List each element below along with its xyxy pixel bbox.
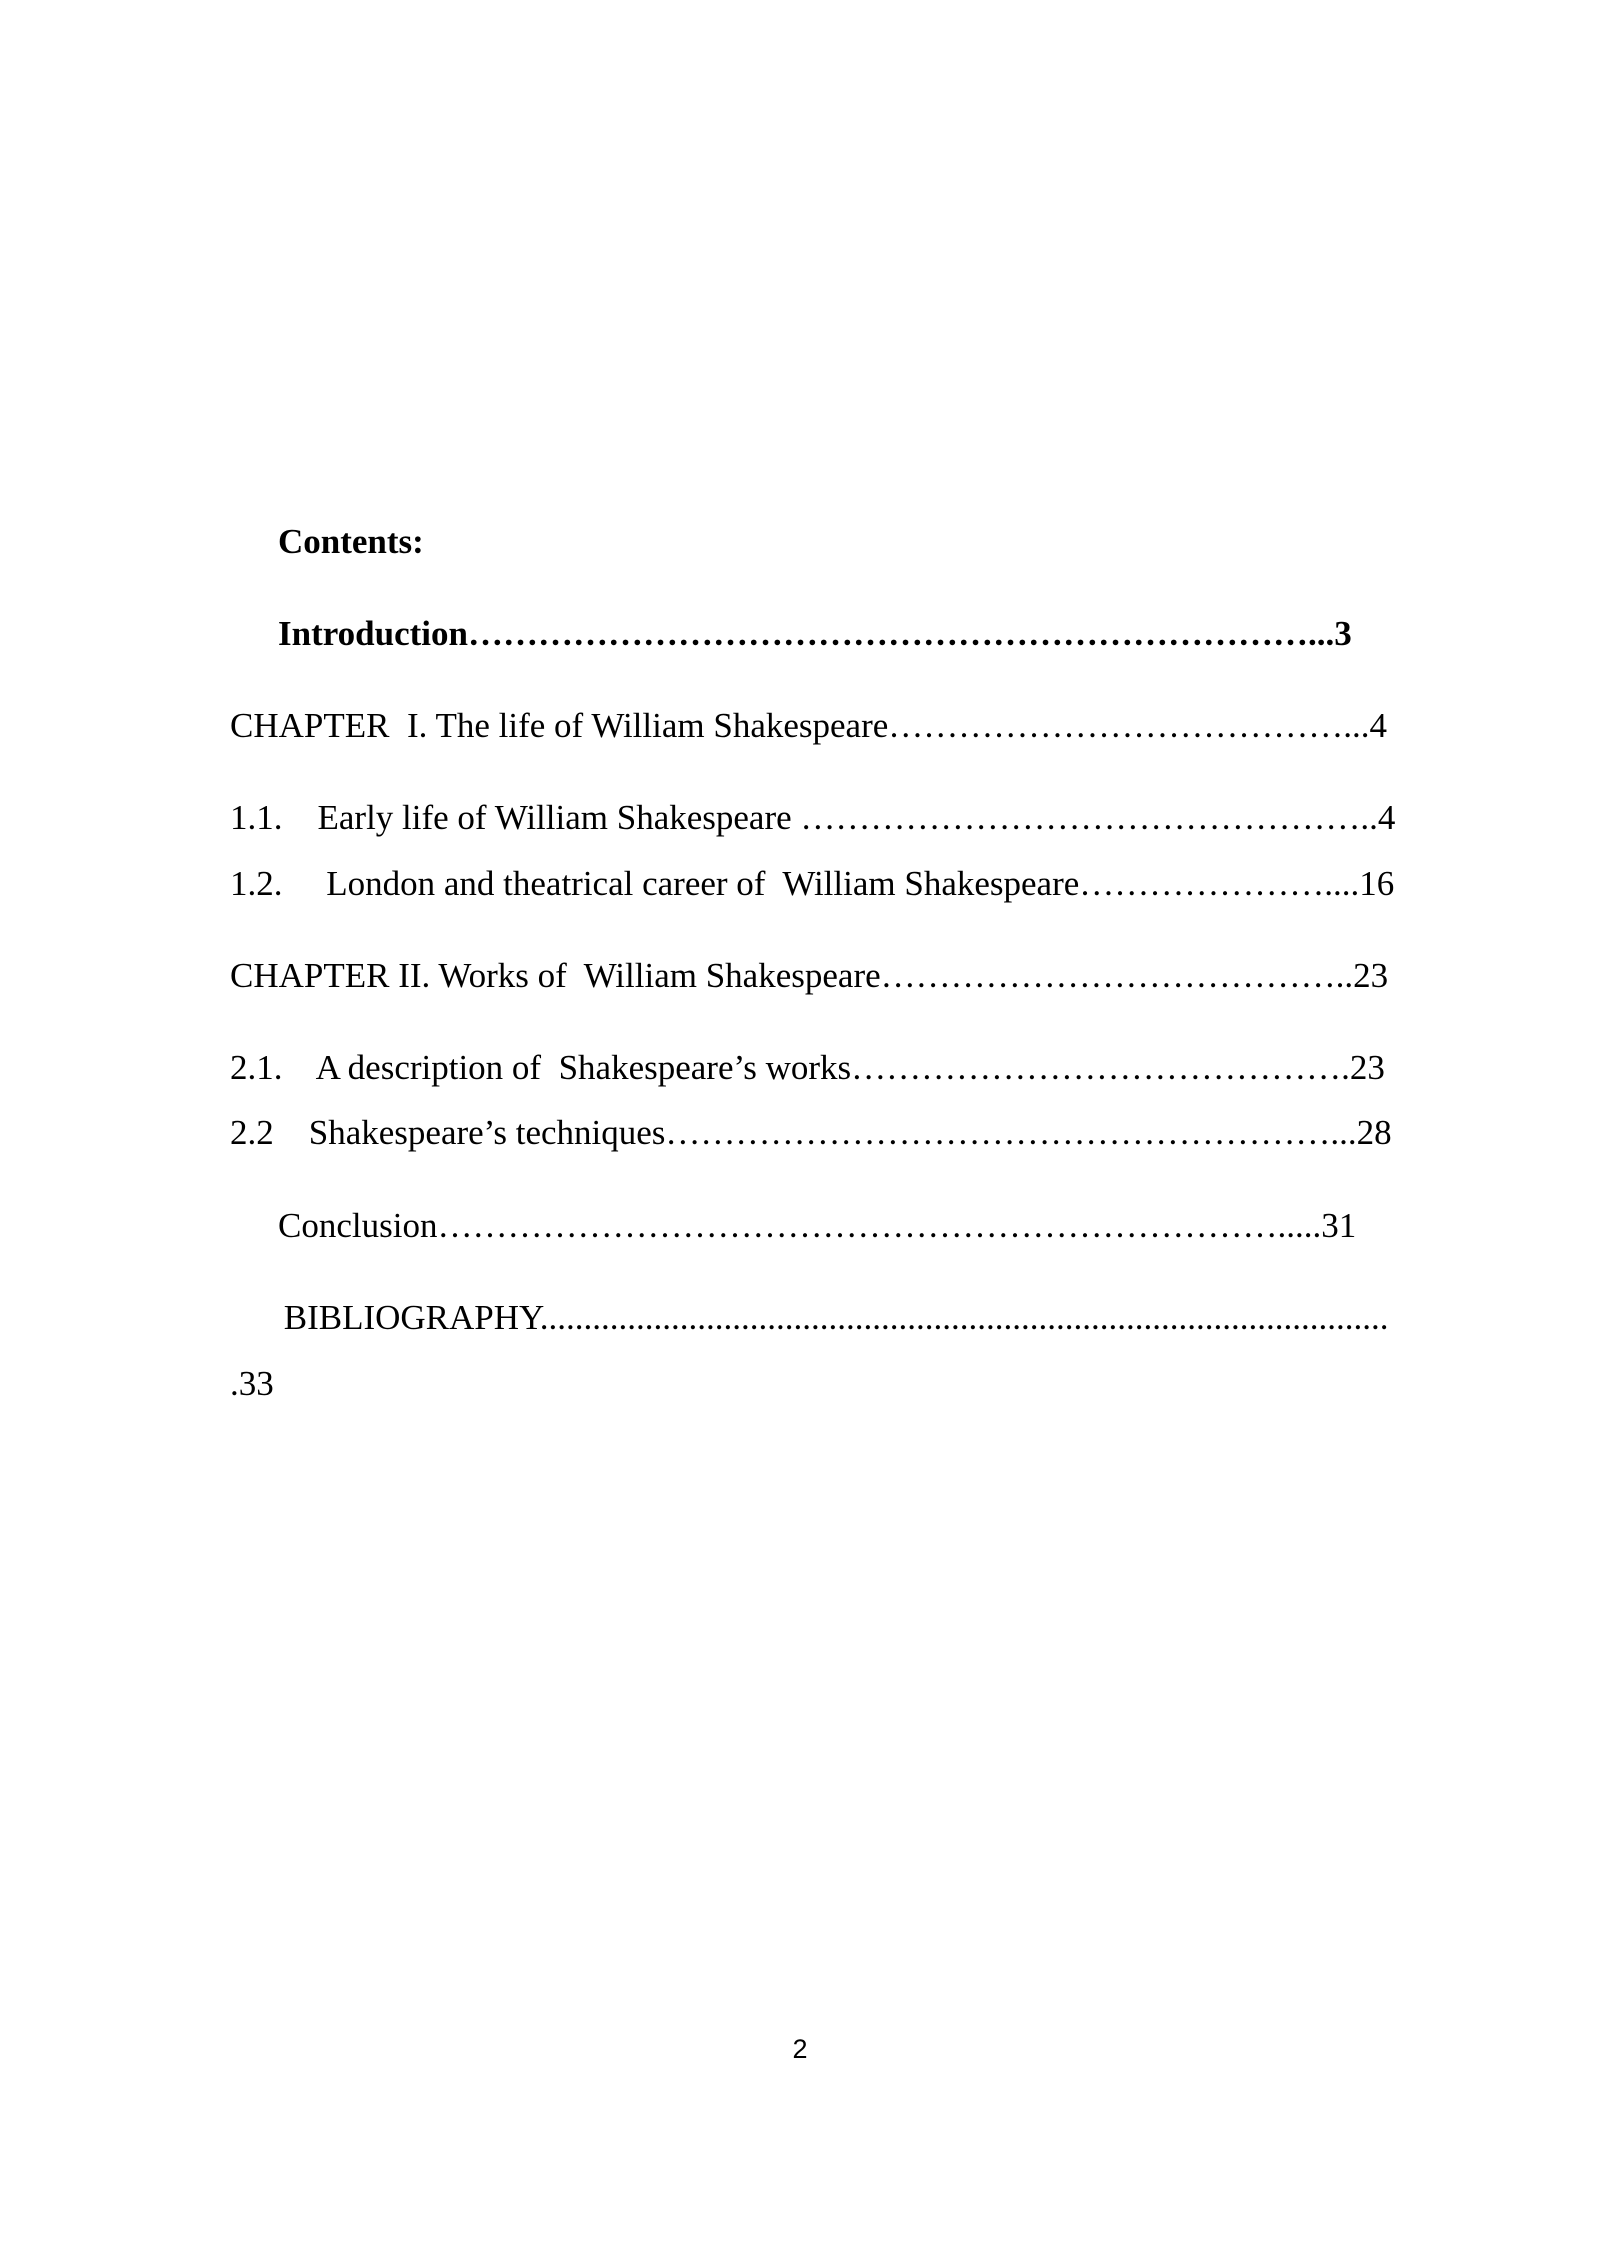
toc-entry-2-2: 2.2 Shakespeare’s techniques…………………………………………………...28 [230,1113,1392,1152]
toc-entry-bibliography: BIBLIOGRAPHY................................................................................................. [275,1298,1389,1337]
toc-entry-chapter-2: CHAPTER II. Works of William Shakespeare…………………………………..23 [230,956,1389,995]
toc-entry-2-1: 2.1. A description of Shakespeare’s works…………………………………….23 [230,1048,1385,1087]
toc-entry-1-2: 1.2. London and theatrical career of William Shakespeare…………………....16 [230,864,1395,903]
toc-entry-1-1: 1.1. Early life of William Shakespeare …………………………………………..4 [230,798,1396,837]
page-number: 2 [792,2034,808,2064]
toc-heading: Contents: [278,522,424,561]
toc-entry-chapter-1: CHAPTER I. The life of William Shakespeare…………………………………...4 [230,706,1388,745]
toc-entry-introduction: Introduction………………………………………………………………...3 [278,614,1352,653]
toc-entry-bibliography-page: .33 [230,1364,274,1403]
toc-entry-conclusion: Conclusion……………………………………………………………….....31 [278,1206,1357,1245]
